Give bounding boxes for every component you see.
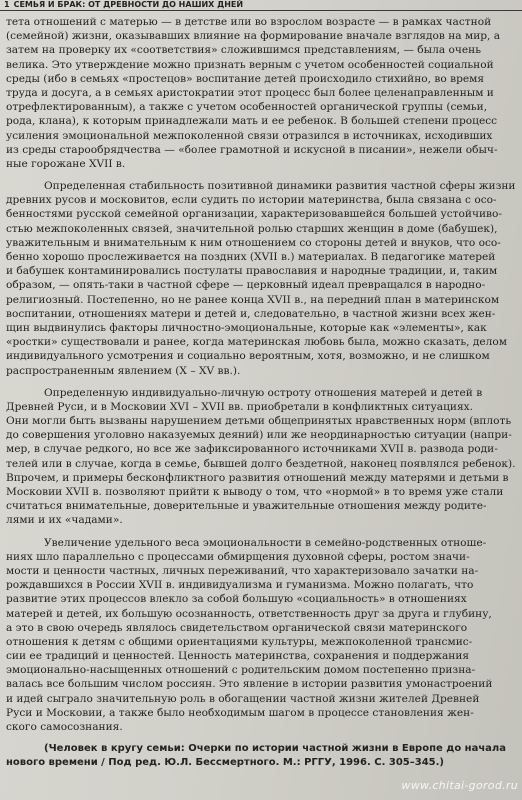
text-line: бенно хорошо прослеживается на поздних (XVII в.) материалах. В педагогике матерей [6, 251, 496, 263]
text-line: мости и ценности частных, личных переживаний, что характеризовало зачатки на- [6, 564, 479, 577]
text-line: валась все большим числом россиян. Это явление в истории развития умонастроений [6, 678, 493, 691]
paragraph [6, 536, 522, 735]
text-line: считаться внимательные, доверительные и уважительные отношения между родите- [6, 500, 487, 513]
text-line: затем на проверку их «соответствия» сложившимся представлениям, — была очень [6, 44, 482, 57]
text-line: древних русов и московитов, если судить по истории материнства, была связана с осо- [6, 194, 497, 207]
citation-line: (Человек в кругу семьи: Очерки по истории частной жизни в Европе до начала [44, 743, 507, 755]
text-line: Руси и Московии, а также было необходимым шагом в процессе становления жен- [6, 706, 474, 719]
text-line: стью межпоколенных связей, значительной ролью старших женщин в доме (бабушек), [6, 222, 498, 235]
text-line: (семейной) жизни, оказывавших влияние на формирование вначале взглядов на мир, а [6, 30, 501, 43]
text-line: ные горожане XVII в. [6, 157, 126, 170]
text-line: распространенным явлением (X – XV вв.). [6, 364, 241, 377]
text-line: телей или в случае, когда в семье, бывшей долго бездетной, наконец появлялся ребенок). [6, 457, 516, 470]
text-line: «ростки» существовали и ранее, когда материнская любовь была, можно сказать, делом [6, 336, 507, 349]
text-line: индивидуального усмотрения и социально вероятным, хотя, возможно, и не слишком [6, 350, 490, 363]
running-title: СЕМЬЯ И БРАК: ОТ ДРЕВНОСТИ ДО НАШИХ ДНЕЙ [13, 0, 244, 9]
text-line: отрефлектированным), а также с учетом особенностей органической группы (семьи, [6, 101, 488, 114]
paragraph [6, 15, 522, 171]
text-line: религиозный. Постепенно, но не ранее конца XVII в., на передний план в материнском [6, 293, 500, 306]
text-line: Определенную индивидуально-личную остроту отношения матерей и детей в [44, 386, 483, 399]
text-line: тета отношений с матерью — в детстве или во взрослом возрасте — в рамках частной [6, 16, 492, 28]
text-line: рождавшихся в России XVII в. индивидуализма и гуманизма. Можно полагать, что [6, 579, 474, 592]
text-line: из среды старообрядчества — «более грамотной и искусной в писании», нежели обыч- [6, 143, 498, 156]
text-line: эмоционально-насыщенных отношений с родительским домом постепенно призна- [6, 664, 476, 677]
citation [6, 742, 522, 770]
text-line: отношения к детям с общими ориентациями культуры, межпоколенной трансмис- [6, 635, 473, 648]
text-line: и бабушек контаминировались постулаты православия и народные традиции, и, таким [6, 265, 498, 278]
citation-gap [6, 734, 522, 742]
text-line: матерей и детей, их большую осознанность, ответственность друг за друга и глубину, [6, 607, 492, 620]
paragraph [6, 386, 522, 528]
text-line: Московии XVII в. позволяют прийти к выводу о том, что «нормой» в то время уже стали [6, 486, 504, 498]
text-line: лями и их «чадами». [6, 514, 123, 527]
text-line: образом, — опять-таки в частной сфере — церковный идеал превращался в народно- [6, 279, 486, 292]
citation-line: нового времени / Под ред. Ю.Л. Бессмертного. М.: РГГУ, 1996. С. 305–345.) [6, 757, 444, 769]
paragraph [6, 179, 522, 378]
body-text [6, 15, 522, 771]
text-line: Древней Руси, и в Московии XVI – XVII вв. приобретали в конфликтных ситуациях. [6, 400, 473, 413]
text-line: Впрочем, и примеры бесконфликтного развития отношений между матерями и детьми в [6, 471, 509, 484]
text-line: щин выдвинулись факторы личностно-эмоциональные, которые как «элементы», как [6, 321, 487, 334]
text-line: ниях шло параллельно с процессами обмирщения духовной сферы, ростом значи- [6, 550, 470, 563]
paragraph-gap [6, 171, 522, 179]
text-line: труда и досуга, а в семьях аристократии этот процесс был более целенаправленным и [6, 86, 494, 99]
text-line: Увеличение удельного веса эмоциональности в семейно-родственных отноше- [44, 536, 487, 549]
paragraph-gap [6, 528, 522, 536]
text-line: ского самосознания. [6, 721, 123, 733]
text-line: усиления эмоциональной межпоколенной связи отразился в источниках, исходивших [6, 129, 493, 142]
text-line: Они могли быть вызваны нарушением детьми общепринятых нравственных норм (вплоть [6, 415, 512, 428]
text-line: бенностями русской семейной организации, характеризовавшейся большей устойчиво- [6, 208, 502, 221]
text-line: до совершения уголовно наказуемых деяний) или же неординарностью ситуации (напри- [6, 429, 512, 442]
page-number: 1 [4, 0, 10, 9]
text-line: воспитании, отношениях матери и детей и, следовательно, в частной жизни всех жен- [6, 307, 496, 320]
text-line: сии ее традиций и ценностей. Ценность материнства, сохранения и поддержания [6, 650, 470, 663]
text-line: а это в свою очередь являлось свидетельством органической связи материнского [6, 621, 468, 634]
paragraph-gap [6, 378, 522, 386]
watermark: www.chitai-gorod.ru [401, 779, 518, 792]
text-line: мер, в случае редкого, но все же зафиксированного источниками XVII в. развода роди- [6, 443, 498, 456]
text-line: уважительным и внимательным к ним отношением со стороны детей и внуков, что осо- [6, 236, 501, 249]
text-line: и идей сыграло значительную роль в обогащении частной жизни жителей Древней [6, 692, 480, 705]
text-line: велика. Это утверждение можно признать верным с учетом особенностей социальной [6, 58, 494, 71]
running-header [0, 0, 522, 11]
text-line: рода, клана), к которым принадлежали мать и ее ребенок. В большей степени процесс [6, 115, 498, 128]
text-line: Определенная стабильность позитивной динамики развития частной сферы жизни [44, 180, 516, 193]
text-line: развитие этих процессов влекло за собой большую «социальность» в отношениях [6, 593, 467, 606]
text-line: среды (ибо в семьях «простецов» воспитание детей происходило стихийно, во время [6, 72, 485, 85]
